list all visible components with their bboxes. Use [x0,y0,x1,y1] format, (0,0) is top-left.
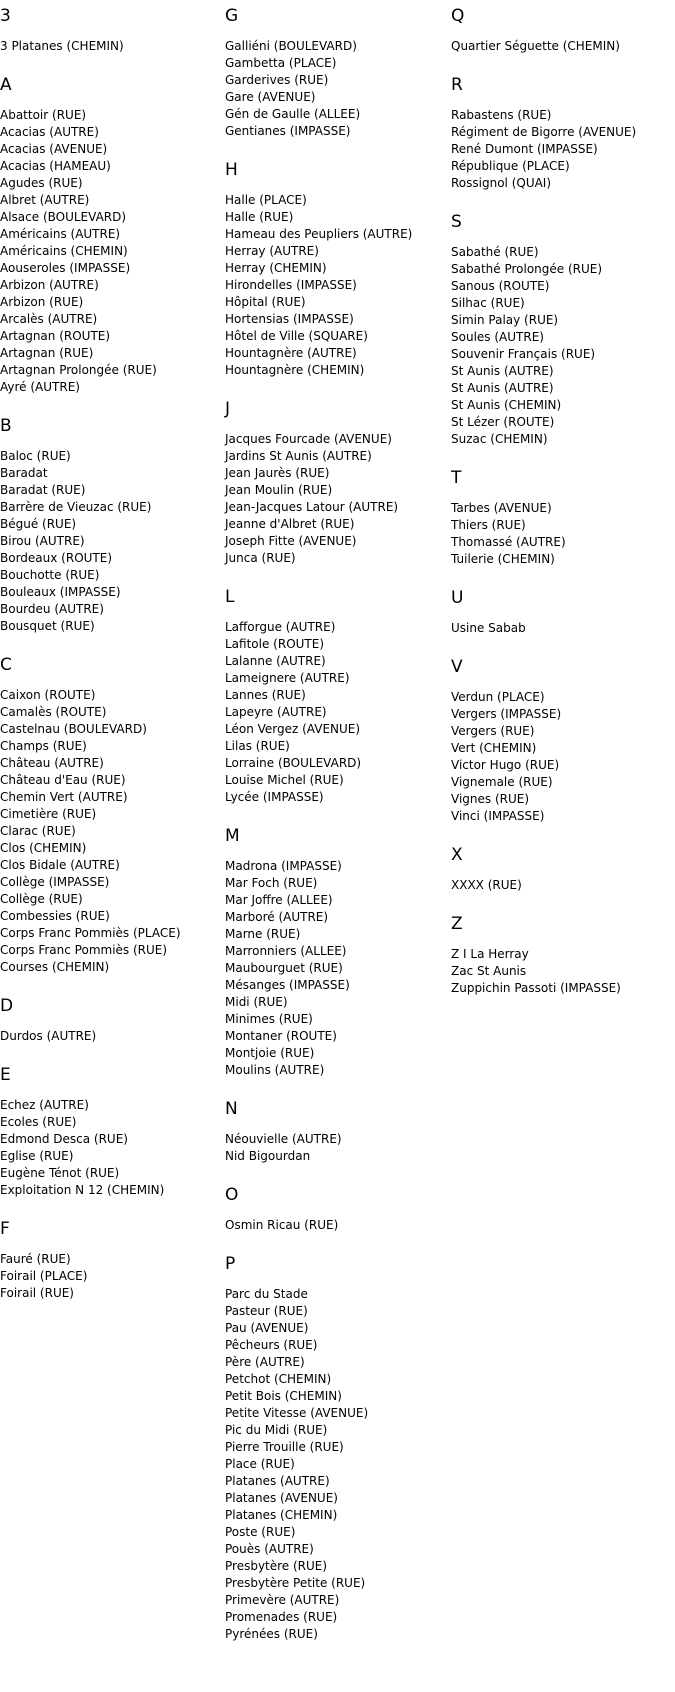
street-index-column-1 [0,6,215,1322]
section-letter-heading: C [0,655,12,675]
street-name: Régiment de Bigorre (AVENUE) [451,125,637,139]
street-name: Mar Joffre (ALLEE) [225,893,333,907]
section-letter-heading: Q [451,6,465,26]
street-name: Hountagnère (CHEMIN) [225,363,365,377]
street-name: Poste (RUE) [225,1525,296,1539]
street-name: Junca (RUE) [225,551,296,565]
street-name: Zuppichin Passoti (IMPASSE) [451,981,621,995]
street-name: Léon Vergez (AVENUE) [225,722,361,736]
street-name: Herray (CHEMIN) [225,261,327,275]
street-name: Rabastens (RUE) [451,108,552,122]
street-name: Minimes (RUE) [225,1012,313,1026]
letter-section [451,6,666,55]
section-letter-heading: G [225,6,239,26]
street-name: René Dumont (IMPASSE) [451,142,598,156]
street-name: Albret (AUTRE) [0,193,90,207]
street-name: Thomassé (AUTRE) [451,535,566,549]
street-list [0,448,215,635]
street-name: Bourdeu (AUTRE) [0,602,104,616]
street-name: Moulins (AUTRE) [225,1063,325,1077]
street-name: Acacias (AVENUE) [0,142,108,156]
street-name: Marboré (AUTRE) [225,910,329,924]
street-name: Père (AUTRE) [225,1355,305,1369]
street-name: Vergers (IMPASSE) [451,707,562,721]
street-name: Castelnau (BOULEVARD) [0,722,147,736]
street-name: Place (RUE) [225,1457,295,1471]
street-name: Agudes (RUE) [0,176,83,190]
street-name: Hôtel de Ville (SQUARE) [225,329,368,343]
street-name: Z I La Herray [451,947,529,961]
section-letter-heading: E [0,1065,11,1085]
street-name: Mésanges (IMPASSE) [225,978,350,992]
street-name: Hameau des Peupliers (AUTRE) [225,227,413,241]
street-list [225,1217,440,1234]
street-name: Bordeaux (ROUTE) [0,551,113,565]
section-letter-heading: V [451,657,463,677]
street-name: Primevère (AUTRE) [225,1593,340,1607]
street-name: Zac St Aunis [451,964,527,978]
street-name: Osmin Ricau (RUE) [225,1218,339,1232]
street-list [225,619,440,806]
street-name: Foirail (RUE) [0,1286,74,1300]
letter-section [451,657,666,825]
street-index-column-2 [225,6,440,1663]
street-name: Lafforgue (AUTRE) [225,620,336,634]
street-name: XXXX (RUE) [451,878,522,892]
street-name: Lafitole (ROUTE) [225,637,325,651]
street-name: Hirondelles (IMPASSE) [225,278,357,292]
street-name: Suzac (CHEMIN) [451,432,548,446]
street-list [225,192,440,379]
street-name: Silhac (RUE) [451,296,525,310]
street-name: 3 Platanes (CHEMIN) [0,39,124,53]
street-name: Artagnan Prolongée (RUE) [0,363,157,377]
street-list [451,877,666,894]
street-name: Petit Bois (CHEMIN) [225,1389,342,1403]
street-name: Château (AUTRE) [0,756,104,770]
street-name: Presbytère (RUE) [225,1559,328,1573]
street-name: Clarac (RUE) [0,824,76,838]
street-name: Alsace (BOULEVARD) [0,210,127,224]
street-name: Verdun (PLACE) [451,690,545,704]
street-name: Bouleaux (IMPASSE) [0,585,121,599]
street-name: Arbizon (AUTRE) [0,278,99,292]
street-name: Presbytère Petite (RUE) [225,1576,366,1590]
street-name: Américains (CHEMIN) [0,244,128,258]
street-index-column-3 [451,6,666,1017]
street-name: Garderives (RUE) [225,73,329,87]
street-name: Américains (AUTRE) [0,227,121,241]
street-name: Pic du Midi (RUE) [225,1423,328,1437]
street-name: Ayré (AUTRE) [0,380,80,394]
street-name: Platanes (AUTRE) [225,1474,330,1488]
street-name: Tuilerie (CHEMIN) [451,552,555,566]
street-list [451,244,666,448]
section-letter-heading: 3 [0,6,11,26]
letter-section [225,1185,440,1234]
street-name: Vignes (RUE) [451,792,530,806]
street-name: Victor Hugo (RUE) [451,758,560,772]
street-name: Jean Moulin (RUE) [225,483,333,497]
street-name: Souvenir Français (RUE) [451,347,596,361]
street-name: Quartier Séguette (CHEMIN) [451,39,620,53]
street-name: Caixon (ROUTE) [0,688,96,702]
letter-section [451,468,666,568]
street-name: Arbizon (RUE) [0,295,84,309]
street-name: Halle (PLACE) [225,193,307,207]
street-name: Bégué (RUE) [0,517,77,531]
street-name: Lameignere (AUTRE) [225,671,350,685]
letter-section [0,1065,215,1199]
street-name: Parc du Stade [225,1287,308,1301]
letter-section [225,587,440,806]
letter-section [0,655,215,976]
street-name: Château d'Eau (RUE) [0,773,126,787]
street-name: Acacias (AUTRE) [0,125,99,139]
street-name: Barrère de Vieuzac (RUE) [0,500,152,514]
street-name: Sanous (ROUTE) [451,279,550,293]
street-name: Vinci (IMPASSE) [451,809,545,823]
street-name: Collège (IMPASSE) [0,875,110,889]
street-list [451,620,666,637]
street-name: Lycée (IMPASSE) [225,790,324,804]
street-name: Vert (CHEMIN) [451,741,537,755]
street-name: Pasteur (RUE) [225,1304,308,1318]
street-name: Artagnan (ROUTE) [0,329,111,343]
section-letter-heading: B [0,416,12,436]
section-letter-heading: X [451,845,463,865]
street-name: Rossignol (QUAI) [451,176,552,190]
street-name: Simin Palay (RUE) [451,313,559,327]
street-name: Acacias (HAMEAU) [0,159,111,173]
street-name: Sabathé Prolongée (RUE) [451,262,603,276]
street-list [451,107,666,192]
street-list [451,689,666,825]
street-name: Platanes (CHEMIN) [225,1508,338,1522]
street-name: Echez (AUTRE) [0,1098,89,1112]
letter-section [0,75,215,396]
street-name: Platanes (AVENUE) [225,1491,338,1505]
street-name: Arcalès (AUTRE) [0,312,98,326]
street-name: Lorraine (BOULEVARD) [225,756,362,770]
street-name: Clos Bidale (AUTRE) [0,858,120,872]
street-name: Marronniers (ALLEE) [225,944,347,958]
section-letter-heading: F [0,1219,10,1239]
street-list [225,1131,440,1165]
street-name: Collège (RUE) [0,892,83,906]
section-letter-heading: Z [451,914,463,934]
street-list [225,858,440,1079]
street-name: Abattoir (RUE) [0,108,87,122]
street-name: Combessies (RUE) [0,909,110,923]
section-letter-heading: M [225,826,240,846]
street-name: République (PLACE) [451,159,570,173]
street-list [0,38,215,55]
street-name: Pau (AVENUE) [225,1321,309,1335]
street-name: Foirail (PLACE) [0,1269,88,1283]
street-list [225,431,440,567]
street-list [451,946,666,997]
section-letter-heading: L [225,587,235,607]
street-name: Galliéni (BOULEVARD) [225,39,357,53]
street-name: Tarbes (AVENUE) [451,501,552,515]
letter-section [0,6,215,55]
street-name: St Aunis (AUTRE) [451,364,554,378]
street-name: Gare (AVENUE) [225,90,316,104]
street-name: Lalanne (AUTRE) [225,654,326,668]
street-name: Néouvielle (AUTRE) [225,1132,342,1146]
street-name: Hountagnère (AUTRE) [225,346,357,360]
street-name: Pouès (AUTRE) [225,1542,314,1556]
street-name: Chemin Vert (AUTRE) [0,790,128,804]
street-name: Ecoles (RUE) [0,1115,77,1129]
section-letter-heading: T [451,468,462,488]
letter-section [225,826,440,1079]
street-name: Corps Franc Pommiès (PLACE) [0,926,181,940]
street-name: Jardins St Aunis (AUTRE) [225,449,372,463]
street-name: Lapeyre (AUTRE) [225,705,327,719]
street-list [0,1028,215,1045]
street-name: Corps Franc Pommiès (RUE) [0,943,168,957]
letter-section [225,160,440,379]
street-name: Jeanne d'Albret (RUE) [225,517,355,531]
letter-section [0,996,215,1045]
section-letter-heading: S [451,212,462,232]
street-name: St Aunis (CHEMIN) [451,398,562,412]
section-letter-heading: N [225,1099,238,1119]
section-letter-heading: U [451,588,464,608]
section-letter-heading: A [0,75,12,95]
section-letter-heading: D [0,996,14,1016]
letter-section [225,6,440,140]
letter-section [225,1254,440,1643]
street-name: Baradat [0,466,48,480]
street-name: Aouseroles (IMPASSE) [0,261,131,275]
street-name: Madrona (IMPASSE) [225,859,342,873]
street-name: Jean-Jacques Latour (AUTRE) [225,500,399,514]
street-name: Eglise (RUE) [0,1149,74,1163]
street-name: Edmond Desca (RUE) [0,1132,128,1146]
street-name: Petite Vitesse (AVENUE) [225,1406,369,1420]
letter-section [451,845,666,894]
street-name: Jean Jaurès (RUE) [225,466,330,480]
letter-section [0,416,215,635]
street-list [0,107,215,396]
street-name: Halle (RUE) [225,210,294,224]
letter-section [0,1219,215,1302]
street-name: Durdos (AUTRE) [0,1029,97,1043]
letter-section [451,914,666,997]
street-name: Mar Foch (RUE) [225,876,318,890]
street-name: Louise Michel (RUE) [225,773,344,787]
section-letter-heading: P [225,1254,236,1274]
street-name: Promenades (RUE) [225,1610,338,1624]
street-name: Maubourguet (RUE) [225,961,343,975]
street-name: Sabathé (RUE) [451,245,539,259]
street-list [451,38,666,55]
street-name: Midi (RUE) [225,995,288,1009]
street-list [0,1251,215,1302]
street-list [225,38,440,140]
street-name: Fauré (RUE) [0,1252,71,1266]
street-name: Pierre Trouille (RUE) [225,1440,344,1454]
street-name: Baloc (RUE) [0,449,71,463]
street-name: Marne (RUE) [225,927,301,941]
street-name: Vergers (RUE) [451,724,535,738]
street-name: Montjoie (RUE) [225,1046,315,1060]
street-name: Courses (CHEMIN) [0,960,110,974]
street-name: Vignemale (RUE) [451,775,553,789]
street-name: St Lézer (ROUTE) [451,415,555,429]
letter-section [451,588,666,637]
street-name: Baradat (RUE) [0,483,86,497]
street-name: Hortensias (IMPASSE) [225,312,354,326]
letter-section [451,212,666,448]
street-list [0,687,215,976]
street-name: Exploitation N 12 (CHEMIN) [0,1183,165,1197]
street-name: Champs (RUE) [0,739,87,753]
street-name: Bouchotte (RUE) [0,568,100,582]
section-letter-heading: O [225,1185,239,1205]
street-name: Clos (CHEMIN) [0,841,87,855]
street-name: Bousquet (RUE) [0,619,95,633]
street-name: Soules (AUTRE) [451,330,544,344]
street-name: Eugène Ténot (RUE) [0,1166,120,1180]
street-name: Jacques Fourcade (AVENUE) [225,432,392,446]
street-name: Nid Bigourdan [225,1149,311,1163]
street-list [225,1286,440,1643]
street-name: Gén de Gaulle (ALLEE) [225,107,361,121]
street-name: Camalès (ROUTE) [0,705,107,719]
street-name: Lilas (RUE) [225,739,290,753]
street-name: Joseph Fitte (AVENUE) [225,534,357,548]
section-letter-heading: H [225,160,238,180]
street-name: Thiers (RUE) [451,518,526,532]
street-name: Cimetière (RUE) [0,807,97,821]
street-name: Pêcheurs (RUE) [225,1338,318,1352]
street-name: Birou (AUTRE) [0,534,85,548]
street-name: Artagnan (RUE) [0,346,94,360]
street-name: Lannes (RUE) [225,688,306,702]
section-letter-heading: R [451,75,463,95]
street-name: Herray (AUTRE) [225,244,319,258]
street-name: St Aunis (AUTRE) [451,381,554,395]
street-list [451,500,666,568]
section-letter-heading: J [225,399,231,419]
street-name: Hôpital (RUE) [225,295,306,309]
letter-section [451,75,666,192]
street-name: Pyrénées (RUE) [225,1627,318,1641]
street-name: Montaner (ROUTE) [225,1029,337,1043]
street-name: Gentianes (IMPASSE) [225,124,351,138]
street-name: Gambetta (PLACE) [225,56,337,70]
letter-section [225,1099,440,1165]
letter-section [225,399,440,567]
street-list [0,1097,215,1199]
street-name: Usine Sabab [451,621,526,635]
street-name: Petchot (CHEMIN) [225,1372,332,1386]
